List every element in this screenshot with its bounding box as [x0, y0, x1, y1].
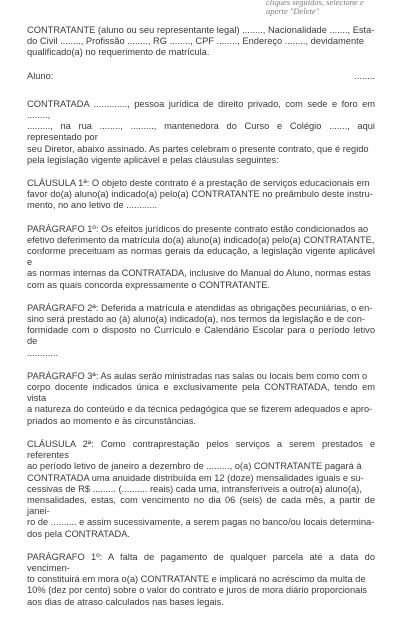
paragrafo-2-paragraph[interactable]: PARÁGRAFO 2ª: Deferida a matrícula e atendidas as obrigações pecuniárias, o en- sino será prestado ao (à) aluno(a) indicado(a), nos termos da legislação e de con- formidade com o disposto no Currículo e Calendário Escolar para o período letivo de ............ [27, 302, 375, 358]
clausula-1-paragraph[interactable]: CLÁUSULA 1ª: O objeto deste contrato é a prestação de serviços educacionais em favor do(a) aluno(a) indicado(a) pelo(a) CONTRATANTE no preâmbulo deste instru- mento, no ano letivo de ............ [27, 178, 373, 211]
aluno-value[interactable]: ........ [354, 70, 375, 81]
paragrafo-3-paragraph[interactable]: PARÁGRAFO 3ª: As aulas serão ministradas nas salas ou locais bem como com o corpo docente indicados única e exclusivamente pela CONTRATADA, tendo em vista a natureza do conteúdo e da técnica pedagógica que se fizerem adequados e apro- priados ao momento e às circunstâncias. [27, 370, 375, 426]
edit-hint-watermark [266, 0, 394, 16]
edit-hint-line-1: cliques seguidos, selecione e [266, 0, 364, 7]
paragrafo-1-paragraph[interactable]: PARÁGRAFO 1º: Os efeitos jurídicos do presente contrato estão condicionados ao efetivo deferimento da matrícula do(a) aluno(a) indicado(a) pelo(a) CONTRATANTE, conforme preceituam as normas gerais da educação, a legislação vigente aplicável e as normas internas da CONTRATADA, inclusive do Manual do Aluno, normas estas com as quais concorda expressamente o CONTRATANTE. [27, 223, 375, 290]
aluno-label: Aluno: [27, 70, 54, 81]
clausula-2-paragraph[interactable]: CLÁUSULA 2ª: Como contraprestação pelos serviços a serem prestados e referentes ao período letivo de janeiro a dezembro de ........., o(a) CONTRATANTE pagará à CONTRATADA uma anuidade distribuída em 12 (doze) mensalidades iguais e su- cessivas de R$ ......... (.......... reais) cada uma, intransferíveis a outro(a) aluno(a), mensalidades, estas, com vencimento no dia 06 (seis) de cada mês, a partir de janei- ro de .......... e assim sucessivamente, a serem pagas no banco/ou locais determina- dos pela CONTRATADA. [27, 438, 375, 539]
paragrafo-1b-paragraph[interactable]: PARÁGRAFO 1º: A falta de pagamento de qualquer parcela até a data do vencimen- to constituirá em mora o(a) CONTRATANTE e implicará no acréscimo da multa de 10% (dez por cento) sobre o valor do contrato e juros de mora diário proporcionais aos dias de atraso calculados nas bases legais. [27, 551, 375, 607]
edit-hint-line-2: aperte "Delete" [266, 6, 320, 16]
contract-body [27, 25, 375, 620]
aluno-line [27, 71, 375, 82]
contratante-paragraph[interactable]: CONTRATANTE (aluno ou seu representante legal) ........, Nacionalidade ......., Esta- do Civil ........, Profissão ........, RG ........, CPF ........, Endereço ........, devidamente qualificado(a) no requerimento de matrícula. [27, 25, 375, 58]
contratada-paragraph[interactable]: CONTRATADA ............., pessoa jurídica de direito privado, com sede e foro em ........, ........., na rua ........, ........., mantenedora do Curso e Colégio ......., aqui representado por seu Diretor, abaixo assinado. As partes celebram o presente contrato, que é regido pela legislação vigente aplicável e pelas cláusulas seguintes: [27, 98, 375, 165]
